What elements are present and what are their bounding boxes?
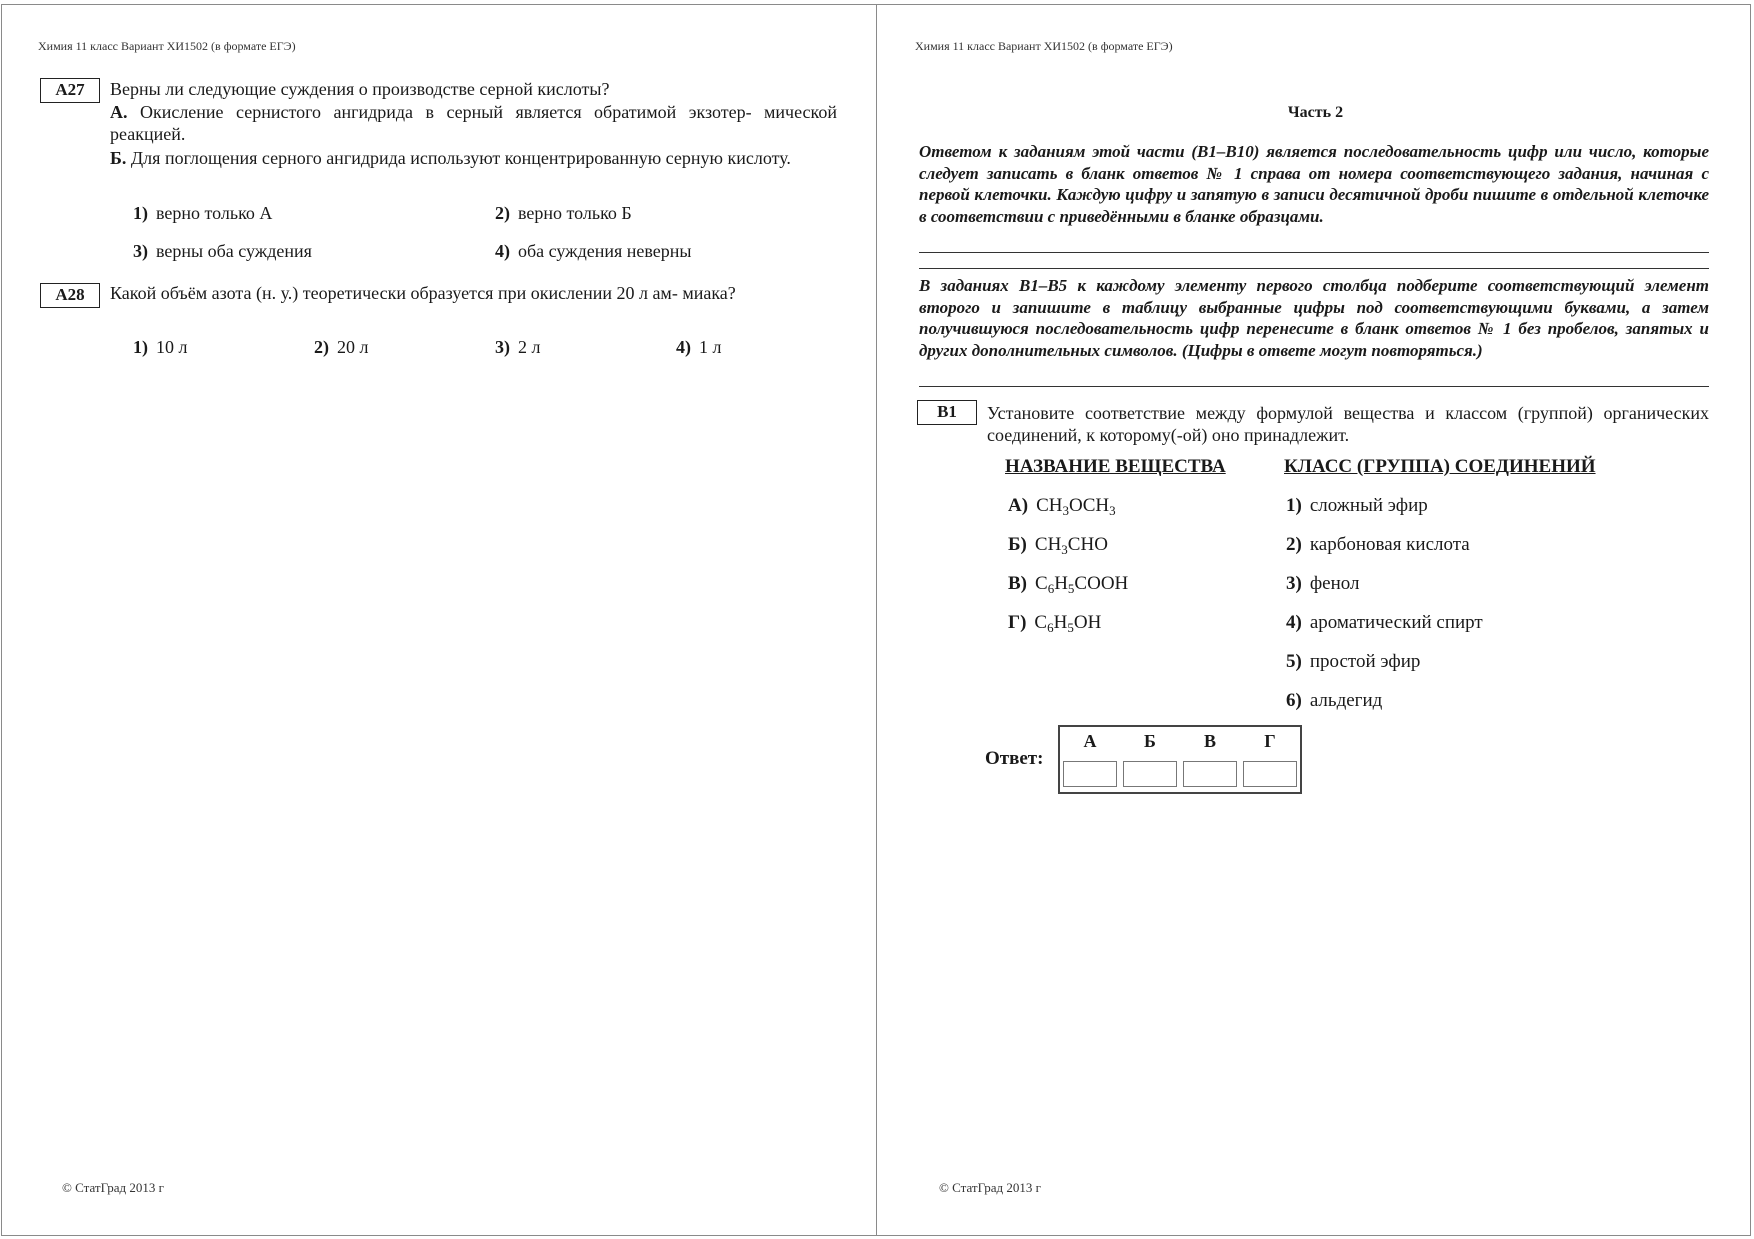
- option-text: карбоновая кислота: [1309, 534, 1470, 555]
- option-number: 2): [1286, 534, 1302, 555]
- task-tag-b1: В1: [917, 400, 977, 425]
- a28-option-2[interactable]: [314, 336, 368, 358]
- answer-cell-v[interactable]: [1183, 761, 1237, 787]
- page-footer: © СтатГрад 2013 г: [62, 1180, 164, 1195]
- option-text: альдегид: [1309, 690, 1383, 711]
- a27-statement-a: [110, 101, 837, 145]
- substance-row: [1008, 611, 1101, 635]
- answer-col-header-g: Г: [1264, 731, 1276, 751]
- option-text: простой эфир: [1309, 651, 1421, 672]
- substance-formula: $CH_3OCH_3$: [1036, 495, 1116, 518]
- a27-option-1[interactable]: [133, 202, 272, 224]
- a28-option-4[interactable]: [676, 336, 721, 358]
- class-column-header: КЛАСС (ГРУППА) СОЕДИНЕНИЙ: [1284, 456, 1596, 477]
- a27-statement-b-text: Для поглощения серного ангидрида используют концентрированную серную кислоту.: [130, 148, 791, 168]
- answer-table: [1058, 725, 1302, 794]
- option-text: 2 л: [518, 337, 541, 357]
- substance-row: [1008, 572, 1128, 596]
- option-text: сложный эфир: [1309, 495, 1428, 516]
- answer-col-header-b: Б: [1144, 731, 1156, 751]
- a28-option-3[interactable]: [495, 336, 540, 358]
- option-text: 10 л: [156, 337, 188, 357]
- answer-col-header-v: В: [1203, 731, 1216, 751]
- option-text: 20 л: [337, 337, 369, 357]
- option-text: фенол: [1309, 573, 1360, 594]
- option-number: 3): [495, 337, 510, 357]
- substance-row: [1008, 533, 1108, 557]
- option-number: 2): [314, 337, 329, 357]
- substance-label: А): [1008, 495, 1029, 516]
- option-text: верно только Б: [518, 203, 632, 223]
- answer-cell-g[interactable]: [1243, 761, 1297, 787]
- divider-line: [919, 386, 1709, 387]
- formula-subscript: 3: [1062, 503, 1069, 518]
- a27-option-3[interactable]: [133, 240, 312, 262]
- formula-subscript: 6: [1047, 620, 1054, 635]
- page-header: Химия 11 класс Вариант ХИ1502 (в формате ЕГЭ): [38, 39, 296, 53]
- left-page: [0, 0, 876, 1239]
- a27-option-2[interactable]: [495, 202, 632, 224]
- instruction-answer-format: Ответом к заданиям этой части (В1–В10) является последовательность цифр или число, которые следует записать в бланк ответов № 1 справа от номера соответствующего задания, начиная с первой клеточки. Каждую цифру и запятую в записи десятичной дроби пишите в отдельной клеточке в соответствии с приведёнными в бланке образцами.: [919, 142, 1709, 226]
- answer-label: Ответ:: [985, 748, 1044, 769]
- a27-statement-b-label: Б.: [110, 148, 127, 168]
- option-text: оба суждения неверны: [518, 241, 692, 261]
- option-number: 1): [1286, 495, 1302, 516]
- page-header: Химия 11 класс Вариант ХИ1502 (в формате ЕГЭ): [915, 39, 1173, 53]
- substance-label: Г): [1008, 612, 1027, 633]
- part-title: Часть 2: [1287, 104, 1344, 121]
- formula-subscript: 6: [1047, 581, 1055, 596]
- a27-statement-b: [110, 147, 837, 169]
- option-number: 5): [1286, 651, 1302, 672]
- option-number: 4): [676, 337, 691, 357]
- right-page: [877, 0, 1754, 1239]
- class-option-2: [1286, 533, 1470, 557]
- instruction-matching: В заданиях В1–В5 к каждому элементу первого столбца подберите соответствующий элемент второго и запишите в таблицу выбранные цифры под соответствующими буквами, а затем получившуюся последовательность цифр перенесите в бланк ответов № 1 без пробелов, запятых и других дополнительных символов. (Цифры в ответе могут повторяться.): [919, 276, 1709, 360]
- formula-subscript: 5: [1067, 620, 1074, 635]
- b1-question: Установите соответствие между формулой вещества и классом (группой) органических соединений, к которому(-ой) оно принадлежит.: [987, 403, 1709, 445]
- answer-cell-b[interactable]: [1123, 761, 1177, 787]
- option-number: 1): [133, 337, 148, 357]
- substance-formula: $C_6H_5COOH$: [1035, 573, 1129, 596]
- a28-option-1[interactable]: [133, 336, 187, 358]
- option-number: 3): [1286, 573, 1302, 594]
- a27-question: Верны ли следующие суждения о производстве серной кислоты?: [110, 79, 610, 99]
- class-option-3: [1286, 572, 1359, 596]
- a27-statement-a-label: А.: [110, 102, 128, 122]
- formula-subscript: 3: [1061, 542, 1068, 557]
- divider-line: [919, 268, 1709, 269]
- class-option-4: [1286, 611, 1483, 635]
- task-tag-a27: А27: [40, 78, 100, 103]
- option-text: верны оба суждения: [156, 241, 312, 261]
- class-option-1: [1286, 494, 1428, 518]
- answer-col-header-a: А: [1083, 731, 1097, 751]
- class-option-6: [1286, 689, 1382, 713]
- substance-column-header: НАЗВАНИЕ ВЕЩЕСТВА: [1005, 456, 1226, 477]
- a28-question: Какой объём азота (н. у.) теоретически образуется при окислении 20 л ам- миака?: [110, 283, 736, 303]
- option-text: верно только А: [156, 203, 273, 223]
- substance-label: В): [1008, 573, 1027, 594]
- option-number: 4): [495, 241, 510, 261]
- answer-cell-a[interactable]: [1063, 761, 1117, 787]
- formula-subscript: 5: [1067, 581, 1075, 596]
- option-number: 2): [495, 203, 510, 223]
- page-footer: © СтатГрад 2013 г: [939, 1180, 1041, 1195]
- substance-formula: $CH_3CHO$: [1034, 534, 1108, 557]
- a27-option-4[interactable]: [495, 240, 692, 262]
- substance-label: Б): [1008, 534, 1027, 555]
- task-tag-a28: А28: [40, 283, 100, 308]
- class-option-5: [1286, 650, 1420, 674]
- option-number: 3): [133, 241, 148, 261]
- option-number: 6): [1286, 690, 1302, 711]
- substance-formula: $C_6H_5OH$: [1034, 612, 1102, 635]
- divider-line: [919, 252, 1709, 253]
- option-number: 1): [133, 203, 148, 223]
- a27-statement-a-text: Окисление сернистого ангидрида в серный является обратимой экзотер- мической реакцией.: [110, 102, 837, 144]
- substance-row: [1008, 494, 1116, 518]
- option-text: ароматический спирт: [1309, 612, 1483, 633]
- option-number: 4): [1286, 612, 1302, 633]
- formula-subscript: 3: [1109, 503, 1116, 518]
- option-text: 1 л: [699, 337, 722, 357]
